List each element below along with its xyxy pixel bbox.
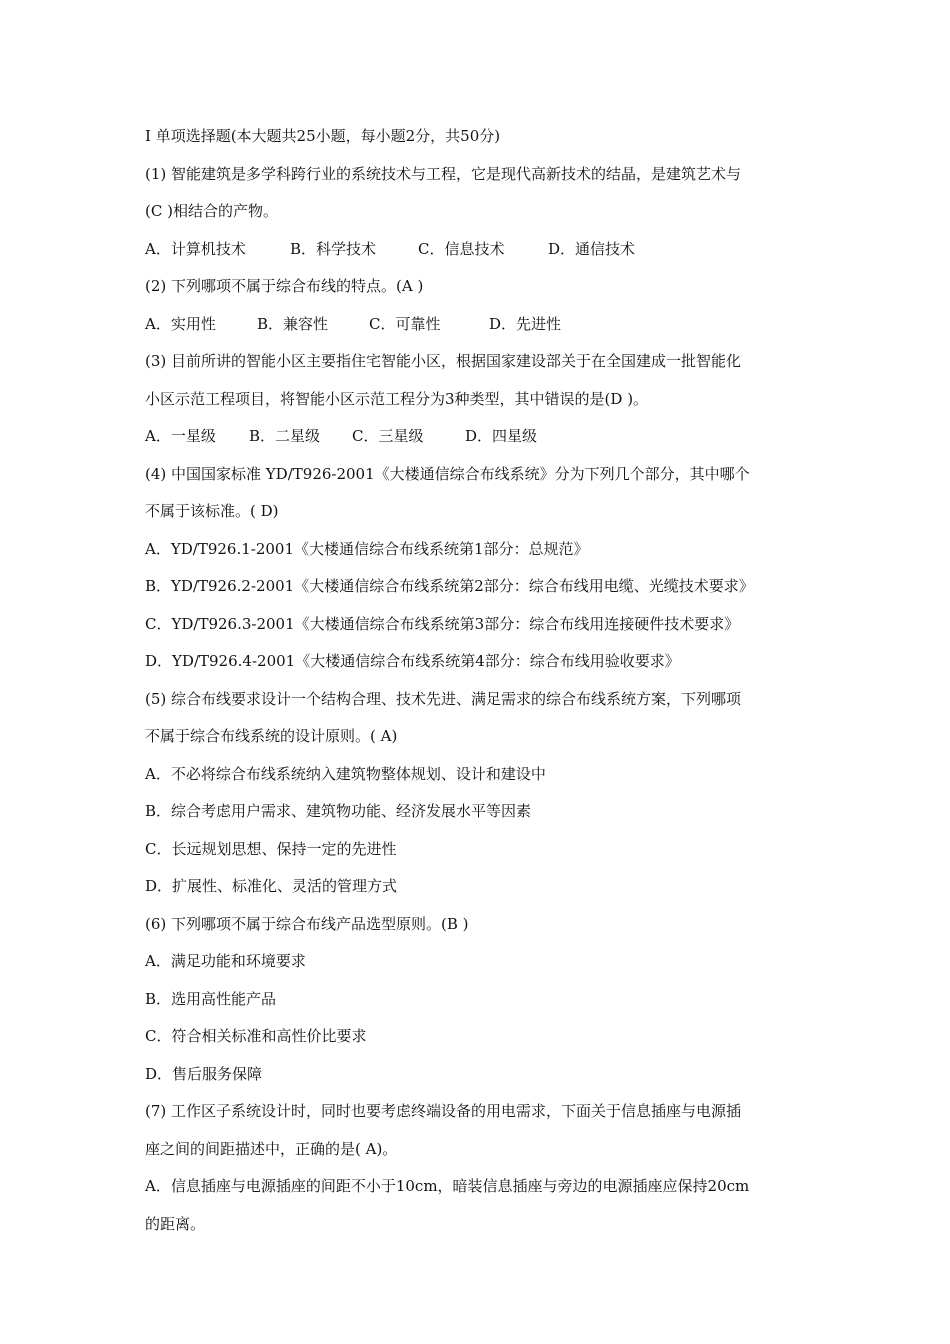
question-6-option-b: B．选用高性能产品 (145, 989, 277, 1008)
option-c: C．信息技术 (418, 239, 505, 258)
option-b: B．科学技术 (290, 239, 377, 258)
question-6-text-line-1: (6) 下列哪项不属于综合布线产品选型原则。(B ) (145, 914, 469, 933)
question-5-text-line-1: (5) 综合布线要求设计一个结构合理、技术先进、满足需求的综合布线系统方案，下列哪项 (145, 689, 742, 708)
option-a: A．计算机技术 (145, 239, 246, 258)
question-5-option-c: C．长远规划思想、保持一定的先进性 (145, 839, 397, 858)
question-6-option-d: D．售后服务保障 (145, 1064, 263, 1083)
option-b: B．兼容性 (257, 314, 329, 333)
question-7-option-a-line-2: 的距离。 (145, 1214, 206, 1233)
option-d: D．通信技术 (548, 239, 636, 258)
document-page (145, 118, 825, 1243)
option-c: C．三星级 (352, 427, 424, 445)
question-7-text-line-1: (7) 工作区子系统设计时，同时也要考虑终端设备的用电需求，下面关于信息插座与电源插 (145, 1102, 742, 1120)
question-6-option-a: A．满足功能和环境要求 (145, 952, 306, 970)
question-3-text-line-1: (3) 目前所讲的智能小区主要指住宅智能小区，根据国家建设部关于在全国建成一批智能化 (145, 352, 742, 370)
question-4-option-b: B．YD/T926.2-2001《大楼通信综合布线系统第2部分：综合布线用电缆、光缆技术要求》 (145, 577, 754, 595)
question-5-text-line-2: 不属于综合布线系统的设计原则。( A) (145, 727, 398, 745)
question-5-option-d: D．扩展性、标准化、灵活的管理方式 (145, 877, 398, 895)
question-3-text-line-2: 小区示范工程项目，将智能小区示范工程分为3种类型，其中错误的是(D )。 (145, 389, 649, 408)
question-5-option-b: B．综合考虑用户需求、建筑物功能、经济发展水平等因素 (145, 802, 532, 820)
question-7-text-line-2: 座之间的间距描述中，正确的是( A)。 (145, 1139, 398, 1158)
question-2-text-line-1: (2) 下列哪项不属于综合布线的特点。(A ) (145, 277, 424, 295)
option-a: A．一星级 (145, 427, 216, 445)
question-4-option-d: D．YD/T926.4-2001《大楼通信综合布线系统第4部分：综合布线用验收要求》 (145, 652, 680, 670)
question-4-option-c: C．YD/T926.3-2001《大楼通信综合布线系统第3部分：综合布线用连接硬件技术要求》 (145, 614, 740, 633)
option-a: A．实用性 (145, 314, 216, 333)
option-c: C．可靠性 (369, 314, 441, 333)
question-3-options (145, 418, 825, 456)
question-1-options (145, 231, 825, 269)
option-b: B．二星级 (249, 427, 321, 445)
question-4-text-line-1: (4) 中国国家标准 YD/T926-2001《大楼通信综合布线系统》分为下列几个部分，其中哪个 (145, 464, 750, 483)
option-d: D．四星级 (465, 427, 538, 445)
question-6-option-c: C．符合相关标准和高性价比要求 (145, 1027, 367, 1045)
question-7-option-a-line-1: A．信息插座与电源插座的间距不小于10cm，暗装信息插座与旁边的电源插座应保持20cm (145, 1177, 750, 1195)
section-header: Ⅰ 单项选择题(本大题共25小题，每小题2分，共50分) (145, 127, 501, 145)
question-1-text-line-2: (C )相结合的产物。 (145, 202, 278, 220)
option-d: D．先进性 (489, 314, 562, 333)
question-5-option-a: A．不必将综合布线系统纳入建筑物整体规划、设计和建设中 (145, 764, 546, 783)
question-1-text-line-1: (1) 智能建筑是多学科跨行业的系统技术与工程，它是现代高新技术的结晶，是建筑艺术与 (145, 164, 742, 183)
question-4-text-line-2: 不属于该标准。( D) (145, 502, 279, 520)
question-2-options (145, 306, 825, 344)
question-4-option-a: A．YD/T926.1-2001《大楼通信综合布线系统第1部分：总规范》 (145, 539, 589, 558)
